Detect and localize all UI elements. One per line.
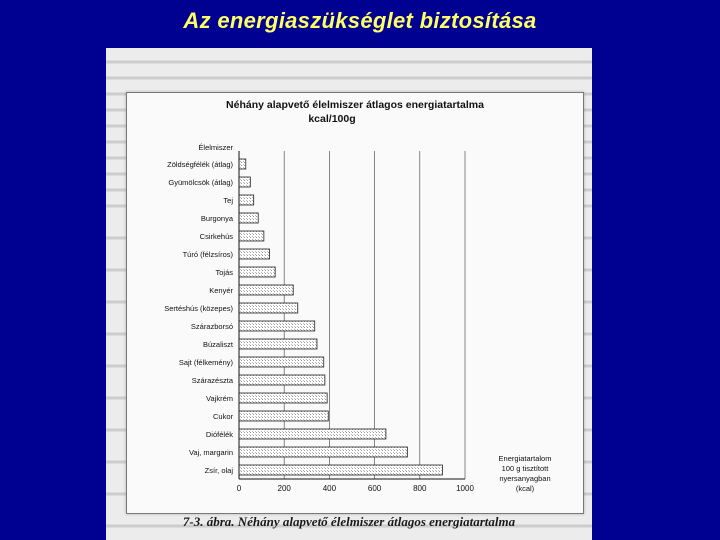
figure-caption: 7-3. ábra. Néhány alapvető élelmiszer átlagos energiatartalma (182, 514, 516, 529)
category-label: Zsír, olaj (204, 466, 233, 475)
legend-text: nyersanyagban (499, 474, 551, 483)
bar (239, 357, 324, 367)
x-tick-label: 800 (413, 484, 427, 493)
bar (239, 393, 327, 403)
category-label: Diófélék (205, 430, 233, 439)
legend-text: 100 g tisztított (501, 464, 549, 473)
bar (239, 249, 270, 259)
category-label: Kenyér (209, 286, 233, 295)
legend-text: Energiatartalom (498, 454, 552, 463)
category-label: Túró (félzsíros) (182, 250, 233, 259)
x-tick-label: 400 (322, 484, 337, 493)
chart-title: Néhány alapvető élelmiszer átlagos energiatartalma (226, 99, 484, 111)
bar (239, 159, 246, 169)
x-tick-label: 200 (277, 484, 291, 493)
bar (239, 321, 315, 331)
bar (239, 231, 264, 241)
bar-chart (127, 93, 583, 513)
bar (239, 213, 258, 223)
category-label: Vaj, margarin (188, 448, 233, 457)
bar (239, 429, 386, 439)
legend-text: (kcal) (515, 484, 535, 493)
category-label: Csirkehús (199, 232, 233, 241)
category-label: Szárazészta (191, 376, 233, 385)
bar (239, 411, 328, 421)
x-tick-label: 0 (236, 484, 242, 493)
bar (239, 285, 293, 295)
x-tick-label: 600 (367, 484, 382, 493)
chart-panel (126, 92, 584, 514)
bar (239, 195, 254, 205)
bar (239, 339, 317, 349)
bar (239, 177, 250, 187)
bar (239, 465, 442, 475)
category-label: Zöldségfélék (átlag) (167, 160, 233, 169)
category-label: Burgonya (200, 214, 233, 223)
category-label: Vajkrém (206, 394, 233, 403)
category-label: Sajt (félkemény) (178, 358, 233, 367)
category-label: Tej (223, 196, 233, 205)
x-tick-label: 1000 (456, 484, 474, 493)
category-label: Sertéshús (közepes) (164, 304, 233, 313)
category-label: Gyümölcsök (átlag) (168, 178, 233, 187)
category-label: Tojás (215, 268, 233, 277)
bar (239, 375, 325, 385)
scanned-figure (106, 48, 592, 540)
category-label: Szárazborsó (190, 322, 233, 331)
bar (239, 303, 298, 313)
chart-subtitle: kcal/100g (308, 113, 356, 125)
bar (239, 447, 407, 457)
slide-title: Az energiaszükséglet biztosítása (183, 8, 537, 33)
category-label: Búzaliszt (202, 340, 233, 349)
category-axis-label: Élelmiszer (198, 143, 233, 152)
bar (239, 267, 275, 277)
category-label: Cukor (212, 412, 233, 421)
